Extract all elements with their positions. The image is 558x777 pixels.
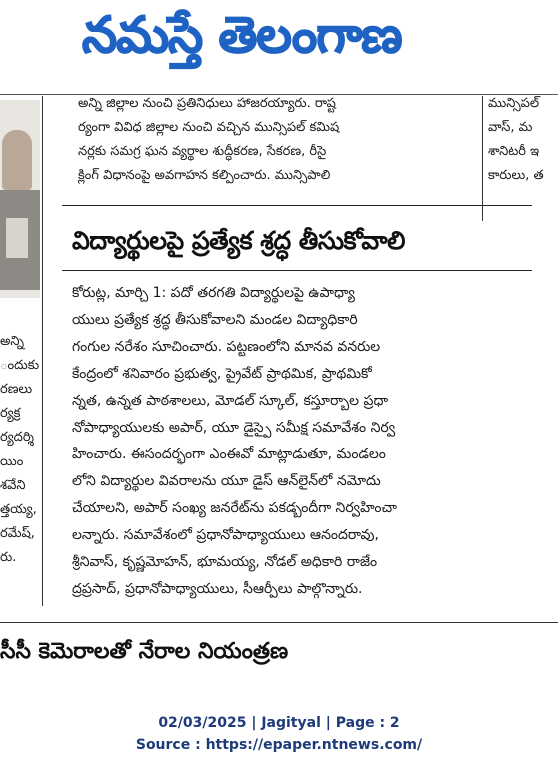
text-line: అన్ని [0, 334, 24, 349]
article-line: ద్రప్రసాద్, ప్రధానోపాధ్యాయులు, సీఆర్పీలు పాల్గొన్నారు. [72, 580, 363, 597]
top-middle-column [78, 92, 478, 192]
article-line: లన్నారు. సమావేశంలో ప్రధానోపాధ్యాయులు ఆనందరావు, [72, 527, 379, 544]
text-line: శవేని [0, 478, 26, 493]
text-line: ర్యంగా వివిధ జిల్లాల నుంచి వచ్చిన మున్సిపల్ కమిష [78, 120, 340, 135]
article-line: నోపాధ్యాయులకు అపార్, యూ డైస్పై సమీక్ష సమావేశం నిర్వ [72, 419, 396, 436]
section-rule [0, 622, 558, 623]
text-line: ందుకు [0, 358, 40, 373]
article-line: హించారు. ఈసందర్భంగా ఎంఈవో మాట్లాడుతూ, మండలం [72, 446, 386, 463]
masthead [0, 0, 558, 72]
text-line: క్లింగ్ విధానంపై అవగాహన కల్పించారు. మున్సిపాలి [78, 168, 331, 183]
text-line: రమేష్, [0, 526, 35, 541]
article-line: యులు ప్రత్యేక శ్రద్ధ తీసుకోవాలని మండల విద్యాధికారి [72, 311, 358, 328]
newspaper-title: నమస్తే తెలంగాణ [82, 6, 402, 64]
article-line: గంగుల నరేశం సూచించారు. పట్టణంలోని మానవ వనరుల [72, 338, 381, 355]
photo-figure-head [2, 130, 32, 190]
article-line: శ్రీనివాస్, కృష్ణమోహన్, భూమయ్య, నోడల్ అధికారి రాజేం [72, 554, 378, 571]
top-right-column [488, 92, 558, 192]
text-line: ర్యక్ర [0, 406, 21, 421]
photo-figure-shirt [6, 218, 28, 258]
headline-rule-top [62, 205, 532, 206]
article-headline: విద్యార్థులపై ప్రత్యేక శ్రద్ధ తీసుకోవాలి [72, 226, 405, 255]
footer-date-edition: 02/03/2025 | Jagityal | Page : 2 [158, 715, 400, 731]
article-line: న్నత, ఉన్నత పాఠశాలలు, మోడల్ స్కూల్, కస్తూర్బాల ప్రధా [72, 392, 389, 409]
headline-rule-bottom [62, 270, 532, 271]
text-line: కారులు, త [488, 168, 544, 183]
next-article-headline: సీసీ కెమెరాలతో నేరాల నియంత్రణ [0, 639, 289, 664]
article-body [72, 280, 528, 603]
text-line: త్తయ్య, [0, 502, 37, 517]
footer-source: Source : https://epaper.ntnews.com/ [135, 737, 423, 753]
page-footer [0, 712, 558, 756]
article-line: చేయాలని, అపార్ సంఖ్య జనరేట్‌ను పకడ్బందీగా నిర్వహించా [72, 500, 397, 517]
text-line: మున్సిపల్ [488, 96, 540, 111]
article-line: కోరుట్ల, మార్చి 1: పదో తరగతి విద్యార్థులపై ఉపాధ్యా [72, 285, 355, 301]
text-line: శానిటరీ ఇ [488, 144, 540, 159]
text-line: రు. [0, 550, 17, 565]
text-line: ర్యదర్శి [0, 430, 35, 445]
article-line: కేంద్రంలో శనివారం ప్రభుత్వ, ప్రైవేట్ ప్రాథమిక, ప్రాథమికో [72, 365, 372, 382]
article-line: లోని విద్యార్థుల వివరాలను యూ డైస్ ఆన్‌లైన్‌లో నమోదు [72, 473, 381, 490]
article-photo [0, 100, 40, 298]
text-line: వాస్, మ [488, 120, 533, 135]
text-line: యిం [0, 454, 24, 469]
column-divider [42, 96, 43, 606]
text-line: రణలు [0, 382, 33, 397]
left-column [0, 330, 40, 610]
column-divider [482, 96, 483, 221]
text-line: అన్ని జిల్లాల నుంచి ప్రతినిధులు హాజరయ్యారు. రాష్ట [78, 96, 336, 111]
text-line: నర్లకు సమగ్ర ఘన వ్యర్థాల శుద్ధీకరణ, సేకరణ, రీసై [78, 144, 327, 159]
